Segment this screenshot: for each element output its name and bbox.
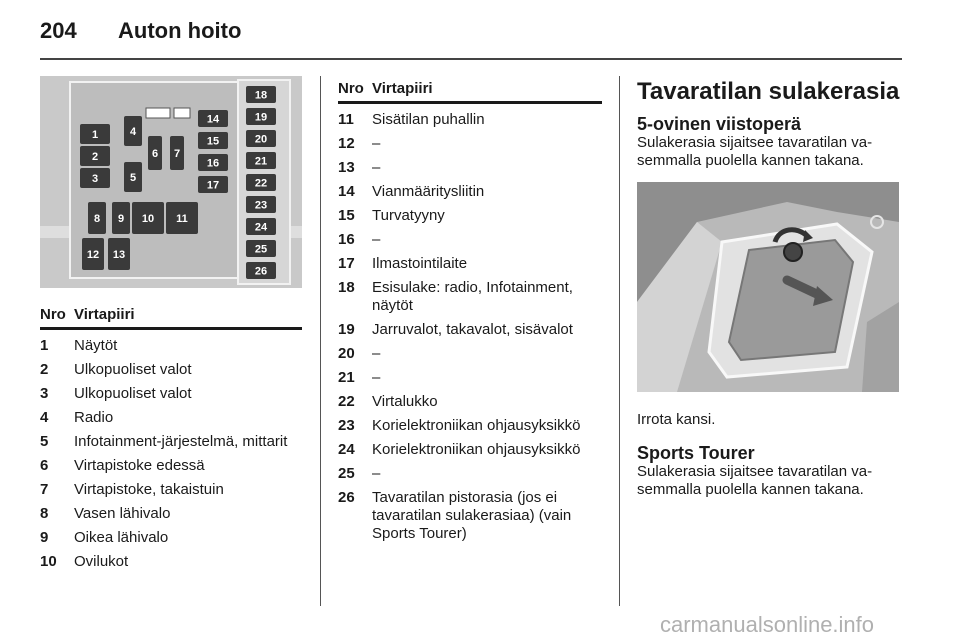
fuse-label: 10 xyxy=(141,213,155,225)
fuse-label: 11 xyxy=(176,213,188,225)
table-row xyxy=(338,111,602,129)
column-divider-2 xyxy=(619,76,620,606)
circuit-number: 12 xyxy=(338,135,355,152)
circuit-description: – xyxy=(372,369,381,386)
circuit-number: 7 xyxy=(40,481,49,498)
fuse-label: 15 xyxy=(206,135,220,148)
fuse-label: 12 xyxy=(86,249,100,261)
circuit-number: 5 xyxy=(40,433,49,450)
fuse-label: 17 xyxy=(206,179,220,192)
table-header xyxy=(40,306,302,330)
fuse-label: 14 xyxy=(206,113,220,126)
table-row xyxy=(40,481,302,499)
fuse-label: 7 xyxy=(173,148,181,160)
circuit-description: Virtapistoke edessä xyxy=(74,457,205,474)
circuit-table-left xyxy=(40,306,302,577)
circuit-description: Ilmastointilaite xyxy=(372,255,468,272)
circuit-description: Ulkopuoliset valot xyxy=(74,361,192,378)
circuit-number: 19 xyxy=(338,321,355,338)
circuit-number: 9 xyxy=(40,529,49,546)
table-row xyxy=(338,465,602,483)
table-row xyxy=(40,433,302,451)
table-row xyxy=(338,489,602,543)
fuse-label: 16 xyxy=(206,157,220,170)
circuit-description: Korielektroniikan ohjausyksikkö xyxy=(372,417,581,434)
circuit-description: Virtalukko xyxy=(372,393,438,410)
subsection-title-hatchback: 5-ovinen viistoperä xyxy=(637,114,802,134)
circuit-description: Korielektroniikan ohjausyksikkö xyxy=(372,441,581,458)
circuit-number: 15 xyxy=(338,207,355,224)
fuse-label: 19 xyxy=(254,111,268,124)
fuse-label: 8 xyxy=(93,213,101,225)
circuit-description: Radio xyxy=(74,409,114,426)
table-row xyxy=(40,361,302,379)
circuit-description: – xyxy=(372,159,381,176)
circuit-number: 24 xyxy=(338,441,355,458)
circuit-number: 8 xyxy=(40,505,49,522)
table-row xyxy=(338,369,602,387)
col-header-number: Nro xyxy=(40,306,66,323)
fuse-label: 23 xyxy=(254,199,268,212)
trunk-fuse-section xyxy=(637,78,902,499)
fuse-label: 20 xyxy=(254,133,268,146)
col-header-circuit: Virtapiiri xyxy=(74,306,135,323)
circuit-number: 25 xyxy=(338,465,355,482)
table-row xyxy=(338,255,602,273)
table-row xyxy=(40,385,302,403)
table-row xyxy=(338,135,602,153)
circuit-number: 10 xyxy=(40,553,57,570)
circuit-description: Tavaratilan pistorasia (jos ei tavaratilan sulakerasiaa) (vain Sports Tourer) xyxy=(372,489,572,542)
table-row xyxy=(338,345,602,363)
fuse-label: 2 xyxy=(91,151,99,163)
fuse-label: 6 xyxy=(151,148,159,160)
remove-cover-text: Irrota kansi. xyxy=(637,411,716,428)
circuit-number: 3 xyxy=(40,385,49,402)
subsection-title-sports-tourer: Sports Tourer xyxy=(637,443,755,463)
circuit-number: 16 xyxy=(338,231,355,248)
circuit-description: Vasen lähivalo xyxy=(74,505,171,522)
circuit-description: Turvatyyny xyxy=(372,207,445,224)
table-header xyxy=(338,80,602,104)
circuit-description: Oikea lähivalo xyxy=(74,529,169,546)
table-row xyxy=(338,441,602,459)
circuit-description: Vianmääritysliitin xyxy=(372,183,485,200)
circuit-number: 2 xyxy=(40,361,49,378)
table-row xyxy=(338,207,602,225)
fuse-box-diagram xyxy=(40,76,302,288)
col-header-circuit: Virtapiiri xyxy=(372,80,433,97)
circuit-description: Jarruvalot, takavalot, sisävalot xyxy=(372,321,573,338)
table-row xyxy=(40,409,302,427)
circuit-number: 4 xyxy=(40,409,49,426)
table-row xyxy=(40,505,302,523)
circuit-description: Ovilukot xyxy=(74,553,129,570)
table-row xyxy=(40,529,302,547)
circuit-description: Sisätilan puhallin xyxy=(372,111,485,128)
table-row xyxy=(338,159,602,177)
circuit-description: Näytöt xyxy=(74,337,118,354)
section-title: Tavaratilan sulakerasia xyxy=(637,78,900,105)
page-number: 204 xyxy=(40,18,77,43)
header-rule xyxy=(40,58,902,60)
circuit-description: – xyxy=(372,345,381,362)
fuse-label: 5 xyxy=(129,172,137,184)
circuit-description: Virtapistoke, takaistuin xyxy=(74,481,224,498)
circuit-number: 1 xyxy=(40,337,49,354)
trunk-cover-photo xyxy=(637,182,899,392)
fuse-label: 4 xyxy=(129,126,137,138)
location-text-sports-tourer: Sulakerasia sijaitsee tavaratilan va-semmalla puolella kannen takana. xyxy=(637,463,873,498)
fuse-label: 22 xyxy=(254,177,268,190)
circuit-number: 23 xyxy=(338,417,355,434)
circuit-description: – xyxy=(372,135,381,152)
circuit-description: Ulkopuoliset valot xyxy=(74,385,192,402)
circuit-number: 22 xyxy=(338,393,355,410)
circuit-description: Infotainment-järjestelmä, mittarit xyxy=(74,433,288,450)
table-row xyxy=(338,417,602,435)
circuit-number: 13 xyxy=(338,159,355,176)
col-header-number: Nro xyxy=(338,80,364,97)
circuit-description: – xyxy=(372,465,381,482)
table-row xyxy=(338,279,602,315)
circuit-number: 11 xyxy=(338,111,354,128)
fuse-label: 21 xyxy=(254,155,268,168)
fuse-label: 13 xyxy=(112,249,126,261)
circuit-number: 14 xyxy=(338,183,355,200)
table-row xyxy=(40,457,302,475)
circuit-number: 20 xyxy=(338,345,355,362)
table-row xyxy=(338,393,602,411)
circuit-number: 18 xyxy=(338,279,355,296)
table-row xyxy=(40,553,302,571)
circuit-description: Esisulake: radio, Infotainment, näytöt xyxy=(372,279,573,314)
page-title: Auton hoito xyxy=(118,18,242,43)
fuse-label: 9 xyxy=(117,213,125,225)
fuse-label: 3 xyxy=(91,173,99,185)
table-row xyxy=(338,183,602,201)
column-divider-1 xyxy=(320,76,321,606)
circuit-number: 21 xyxy=(338,369,355,386)
location-text-hatchback: Sulakerasia sijaitsee tavaratilan va-semmalla puolella kannen takana. xyxy=(637,134,873,169)
table-row xyxy=(338,321,602,339)
fuse-label: 26 xyxy=(254,265,268,278)
circuit-number: 6 xyxy=(40,457,49,474)
circuit-description: – xyxy=(372,231,381,248)
fuse-label: 18 xyxy=(254,89,268,102)
fuse-label: 24 xyxy=(254,221,268,234)
fuse-label: 1 xyxy=(91,129,99,141)
circuit-number: 26 xyxy=(338,489,355,506)
circuit-table-right xyxy=(338,80,602,549)
circuit-number: 17 xyxy=(338,255,355,272)
table-row xyxy=(338,231,602,249)
table-row xyxy=(40,337,302,355)
fuse-label: 25 xyxy=(254,243,268,256)
watermark: carmanualsonline.info xyxy=(660,612,875,637)
